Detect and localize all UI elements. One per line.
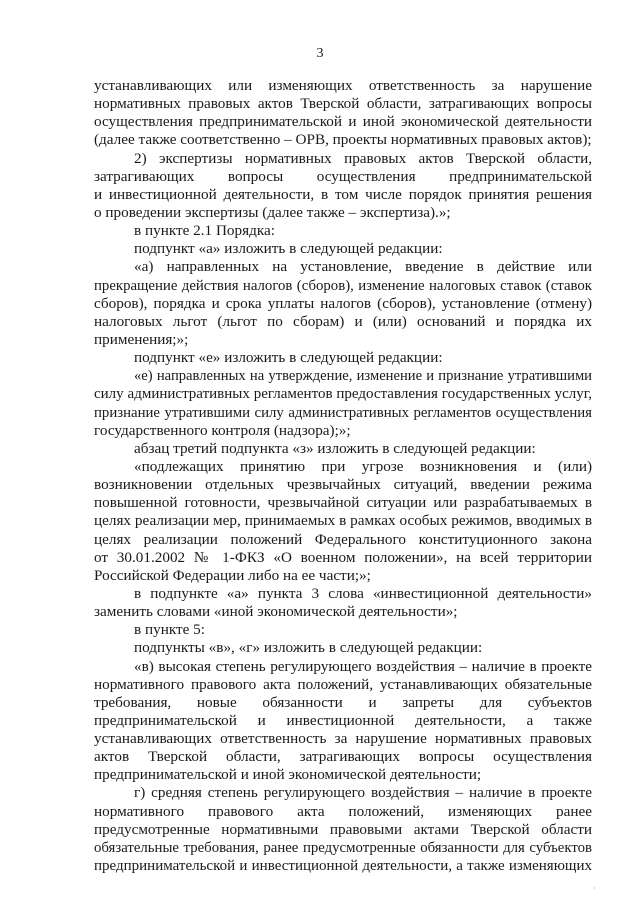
text-line: в пункте 5: — [134, 621, 205, 639]
text-line: и инвестиционной деятельности, в том числе порядок принятия решения — [94, 185, 592, 203]
text-line: актов Тверской области, затрагивающих вопросы осуществления — [94, 748, 592, 766]
text-line: о проведении экспертизы (далее также – экспертиза).»; — [94, 203, 451, 221]
text-line: затрагивающих вопросы осуществления предпринимательской — [94, 167, 592, 185]
text-line: «в) высокая степень регулирующего воздействия – наличие в проекте — [134, 657, 592, 675]
text-line: устанавливающих ответственность за нарушение нормативных правовых — [94, 730, 592, 748]
text-line: сборов), порядка и срока уплаты налогов (сборов), установление (отмену) — [94, 294, 592, 312]
scan-artifact-dot: · — [593, 884, 596, 893]
text-line: прекращение действия налогов (сборов), изменение налоговых ставок (ставок — [94, 277, 592, 294]
text-line: предпринимательской и инвестиционной деятельности, а также изменяющих — [94, 858, 592, 875]
text-line: подпункт «е» изложить в следующей редакции: — [134, 349, 443, 367]
text-line: государственного контроля (надзора);»; — [94, 421, 351, 439]
text-line: (далее также соответственно – ОРВ, проекты нормативных правовых актов); — [94, 131, 592, 149]
text-line: г) средняя степень регулирующего воздействия – наличие в проекте — [134, 784, 592, 802]
document-body — [94, 77, 592, 875]
text-line: нормативных правовых актов Тверской области, затрагивающих вопросы — [94, 95, 592, 113]
text-line: осуществления предпринимательской и иной экономической деятельности — [94, 113, 592, 131]
text-line: от 30.01.2002 № 1-ФКЗ «О военном положении», на всей территории — [94, 548, 592, 566]
text-line: налоговых льгот (льгот по сборам) и (или) оснований и порядка их — [94, 312, 592, 330]
text-line: подпункт «а» изложить в следующей редакции: — [134, 240, 443, 258]
text-line: обязательные требования, ранее предусмотренные обязанности для субъектов — [94, 839, 592, 856]
text-line: нормативного правового акта положений, изменяющих ранее — [94, 802, 592, 820]
text-line: Российской Федерации либо на ее части;»; — [94, 566, 371, 584]
text-line: силу административных регламентов предоставления государственных услуг, — [94, 386, 592, 403]
text-line: «а) направленных на установление, введение в действие или — [134, 258, 592, 276]
text-line: повышенной готовности, чрезвычайной ситуации или разрабатываемых в — [94, 494, 592, 512]
text-line: возникновении отдельных чрезвычайных ситуаций, введении режима — [94, 476, 592, 494]
text-line: предпринимательской и иной экономической деятельности; — [94, 766, 482, 784]
text-line: целях реализации мер, принимаемых в рамках особых режимов, вводимых в — [94, 512, 592, 530]
text-line: «подлежащих принятию при угрозе возникновения и (или) — [134, 457, 592, 475]
text-line: в подпункте «а» пункта 3 слова «инвестиционной деятельности» — [134, 584, 592, 602]
text-line: устанавливающих или изменяющих ответственность за нарушение — [94, 77, 592, 94]
page-number: 3 — [316, 46, 324, 61]
text-line: абзац третий подпункта «з» изложить в следующей редакции: — [134, 439, 536, 457]
text-line: требования, новые обязанности и запреты для субъектов — [94, 693, 592, 711]
text-line: заменить словами «иной экономической деятельности»; — [94, 603, 458, 621]
text-line: предусмотренные нормативными правовыми актами Тверской области — [94, 820, 592, 838]
text-line: «е) направленных на утверждение, изменение и признание утратившими — [134, 368, 592, 385]
text-line: признание утратившими силу административных регламентов осуществления — [94, 404, 592, 421]
text-line: целях реализации положений Федерального конституционного закона — [94, 530, 592, 548]
text-line: 2) экспертизы нормативных правовых актов Тверской области, — [134, 149, 592, 167]
text-line: в пункте 2.1 Порядка: — [134, 222, 275, 240]
text-line: подпункты «в», «г» изложить в следующей редакции: — [134, 639, 483, 657]
text-line: применения;»; — [94, 330, 189, 348]
text-line: предпринимательской и инвестиционной деятельности, а также — [94, 711, 592, 729]
text-line: нормативного правового акта положений, устанавливающих обязательные — [94, 675, 592, 693]
